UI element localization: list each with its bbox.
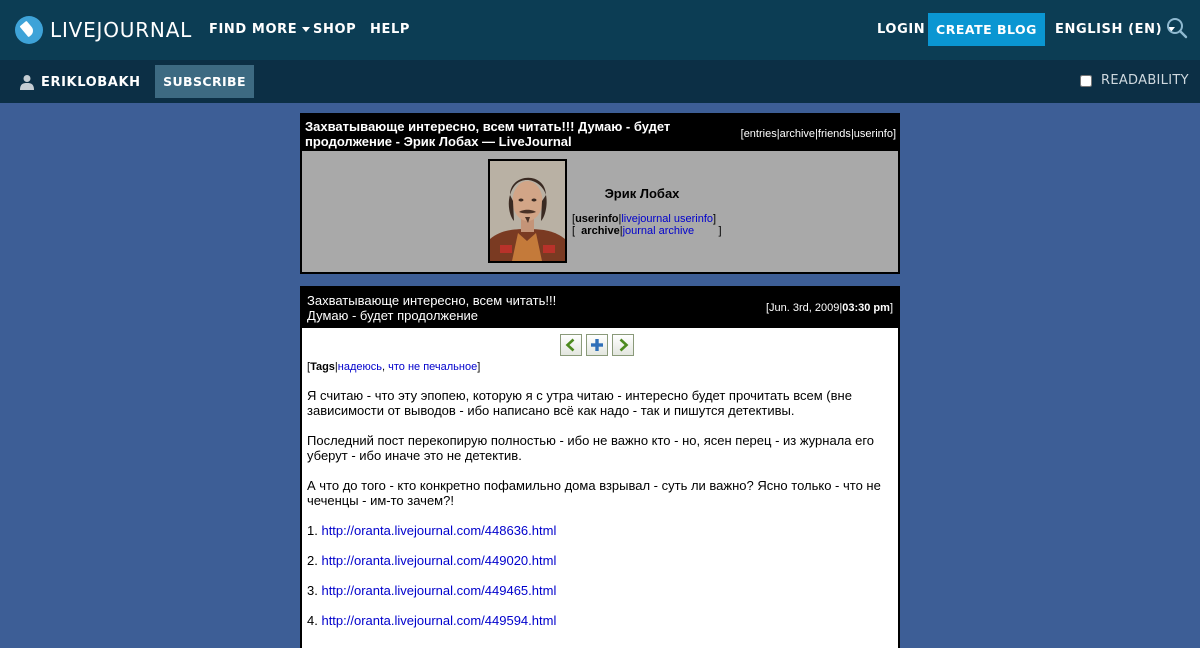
plus-icon xyxy=(590,338,604,352)
entry-subject-line-1: Захватывающе интересно, всем читать!!! xyxy=(307,293,557,308)
top-navigation-bar xyxy=(0,0,1200,60)
login-link[interactable]: LOGIN xyxy=(877,22,926,37)
journal-title: Захватывающе интересно, всем читать!!! Думаю - будет продолжение - Эрик Лобах — LiveJournal xyxy=(305,119,671,149)
add-to-memories-button[interactable] xyxy=(586,334,608,356)
readability-label: READABILITY xyxy=(1101,73,1189,88)
entry-link-item xyxy=(307,583,893,598)
chevron-down-icon xyxy=(302,27,310,32)
livejournal-userinfo-link[interactable]: livejournal userinfo xyxy=(621,213,714,225)
entry-external-link[interactable]: http://oranta.livejournal.com/449594.html xyxy=(321,613,557,628)
tags-label: Tags xyxy=(310,361,335,373)
user-icon xyxy=(20,74,34,90)
userpic-portrait xyxy=(490,161,565,261)
entry-link-item xyxy=(307,523,893,538)
help-link[interactable]: HELP xyxy=(370,22,410,37)
logo-text: LIVEJOURNAL xyxy=(50,18,193,42)
entry-date-link[interactable]: Jun. 3rd, 2009 xyxy=(769,302,840,314)
userpic[interactable] xyxy=(488,159,567,263)
journal-nav-links: [entries|archive|friends|userinfo] xyxy=(740,128,896,140)
livejournal-pencil-icon xyxy=(15,16,43,44)
entries-link[interactable]: entries xyxy=(743,128,777,140)
language-label: ENGLISH (EN) xyxy=(1055,22,1163,37)
journal-info-table xyxy=(572,213,722,237)
friends-link[interactable]: friends xyxy=(817,128,851,140)
search-icon[interactable] xyxy=(1166,17,1188,39)
find-more-menu[interactable] xyxy=(209,21,310,39)
archive-link[interactable]: archive xyxy=(779,128,816,140)
entry-body xyxy=(307,388,893,643)
entry-external-link[interactable]: http://oranta.livejournal.com/448636.html xyxy=(321,523,557,538)
tag-link[interactable]: что не печальное xyxy=(388,361,478,373)
link-number: 2. xyxy=(307,553,318,568)
journal-owner-name: ERIKLOBAKH xyxy=(41,74,141,90)
userinfo-row-label: userinfo xyxy=(575,213,619,225)
subscribe-button[interactable]: SUBSCRIBE xyxy=(155,65,254,98)
entry-datetime: [Jun. 3rd, 2009|03:30 pm] xyxy=(765,302,893,314)
journal-entry xyxy=(300,286,900,648)
previous-entry-button[interactable] xyxy=(560,334,582,356)
link-number: 4. xyxy=(307,613,318,628)
entry-paragraph: Последний пост перекопирую полностью - ибо не важно кто - но, ясен перец - из журнала его уберут - ибо иначе это не детектив. xyxy=(307,433,875,463)
arrow-left-icon xyxy=(564,338,578,352)
journal-owner-link[interactable] xyxy=(20,74,141,90)
journal-archive-link[interactable]: journal archive xyxy=(622,225,695,237)
userinfo-link[interactable]: userinfo xyxy=(853,128,893,140)
entry-external-link[interactable]: http://oranta.livejournal.com/449465.html xyxy=(321,583,557,598)
journal-sub-bar xyxy=(0,60,1200,103)
link-number: 1. xyxy=(307,523,318,538)
next-entry-button[interactable] xyxy=(612,334,634,356)
link-number: 3. xyxy=(307,583,318,598)
entry-external-link[interactable]: http://oranta.livejournal.com/449020.html xyxy=(321,553,557,568)
readability-checkbox[interactable] xyxy=(1080,75,1092,87)
journal-header-bar xyxy=(302,115,898,151)
entry-link-item xyxy=(307,613,893,628)
archive-row-label: archive xyxy=(581,225,620,237)
language-selector[interactable] xyxy=(1055,21,1175,39)
arrow-right-icon xyxy=(616,338,630,352)
entry-subject xyxy=(307,293,556,323)
find-more-label: FIND MORE xyxy=(209,22,298,37)
userinfo-row: [userinfo|livejournal userinfo] xyxy=(572,213,717,225)
entry-controls xyxy=(560,334,634,356)
tag-link[interactable]: надеюсь xyxy=(337,361,382,373)
entry-link-item xyxy=(307,553,893,568)
entry-header xyxy=(302,288,898,328)
shop-link[interactable]: SHOP xyxy=(313,22,357,37)
journal-header-box xyxy=(300,113,900,274)
create-blog-button[interactable]: CREATE BLOG xyxy=(928,13,1045,46)
entry-time: 03:30 pm xyxy=(842,302,890,314)
readability-toggle[interactable] xyxy=(1080,73,1189,88)
archive-row: [ archive|journal archive ] xyxy=(572,225,722,237)
livejournal-logo[interactable] xyxy=(15,15,192,45)
journal-owner-display-name: Эрик Лобах xyxy=(604,186,680,201)
entry-paragraph: Я считаю - что эту эпопею, которую я с утра читаю - интересно будет прочитать всем (вне зависимости от выводов - ибо написано всё как надо - так и пишутся детективы. xyxy=(307,388,852,418)
entry-tags: [Tags|надеюсь, что не печальное] xyxy=(307,361,481,373)
entry-subject-line-2: Думаю - будет продолжение xyxy=(307,308,479,323)
entry-paragraph: А что до того - кто конкретно пофамильно дома взрывал - суть ли важно? Ясно только - что не чеченцы - им-то зачем?! xyxy=(307,478,881,508)
